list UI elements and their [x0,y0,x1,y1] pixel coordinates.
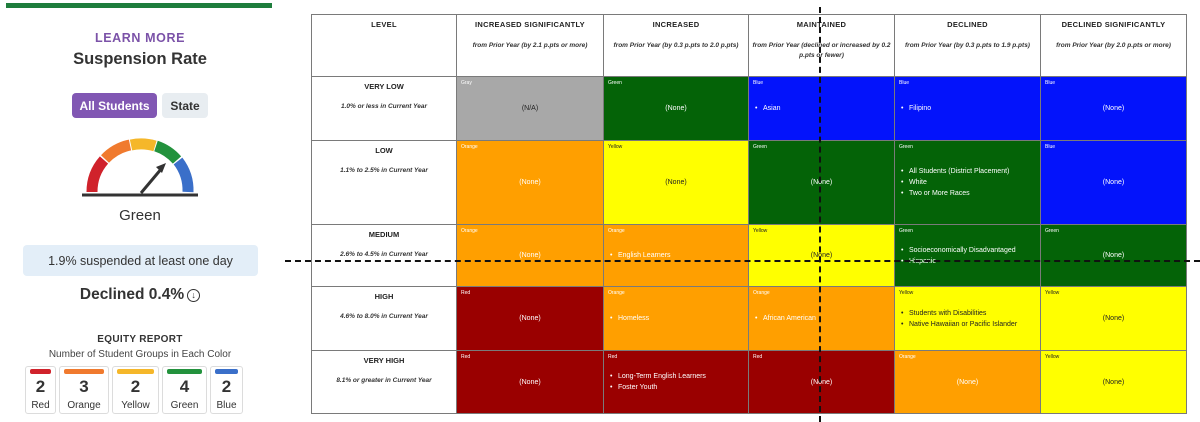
level-cell [312,225,457,287]
cell-color-name: Blue [753,80,764,86]
column-title: DECLINED SIGNIFICANTLY [1061,20,1166,29]
matrix-row [312,77,1187,141]
matrix-cell [749,351,895,414]
matrix-cell [1041,287,1187,351]
cell-color-name: Red [753,354,763,360]
level-range: 2.6% to 4.5% in Current Year [340,251,428,258]
cell-text: (None) [810,378,833,386]
cell-color-name: Green [753,144,767,150]
cell-text: (None) [1102,378,1125,386]
student-group-list [901,77,1036,140]
student-group-item: • Filipino [901,103,1036,114]
column-header [749,15,895,77]
matrix-row [312,225,1187,287]
column-subtitle: from Prior Year (declined or increased by 0.2 p.pts or fewer) [752,42,891,59]
summary-panel [0,0,280,422]
level-range: 4.6% to 8.0% in Current Year [340,313,428,320]
cell-text: (None) [665,105,687,112]
cell-color-name: Orange [461,228,478,234]
matrix-cell [749,287,895,351]
color-swatch [117,369,154,374]
cell-text: (None) [1102,179,1125,186]
level-cell [312,287,457,351]
column-subtitle: from Prior Year (by 0.3 p.pts to 2.0 p.pts) [613,42,739,49]
student-group-list [755,287,890,350]
change-value [0,286,280,304]
count-card-blue [210,366,243,414]
count-label: Blue [216,400,237,411]
student-group-item: • Two or More Races [901,188,1036,199]
cell-color-name: Orange [608,290,625,296]
crosshair-vertical [819,7,821,422]
cell-text: (N/A) [521,105,539,112]
matrix-cell [895,141,1041,225]
count-number: 3 [79,377,89,396]
matrix-cell [1041,141,1187,225]
state-toggle[interactable]: State [162,93,208,118]
level-range: 1.1% to 2.5% in Current Year [340,167,428,174]
matrix-cell [457,141,604,225]
learn-more-link[interactable]: LEARN MORE [94,31,186,45]
matrix-row [312,287,1187,351]
cell-color-name: Orange [899,354,916,360]
student-group-item: • Students with Disabilities [901,308,1036,319]
matrix-cell [604,351,749,414]
count-card-yellow [112,366,159,414]
matrix-cell [749,77,895,141]
gauge-icon [80,136,200,200]
student-group-item: • Native Hawaiian or Pacific Islander [901,319,1036,330]
cell-color-name: Yellow [1045,290,1060,296]
cell-text: (None) [956,378,979,386]
column-header [1041,15,1187,77]
cell-color-name: Blue [1045,80,1056,86]
cell-color-name: Green [899,144,913,150]
matrix-row [312,351,1187,414]
level-cell [312,141,457,225]
student-group-list [610,225,744,286]
cell-text: (None) [1102,105,1125,112]
level-name: MEDIUM [368,230,400,239]
count-label: Red [31,400,50,411]
status-color-bar [6,3,272,8]
level-name: VERY LOW [364,82,404,91]
column-title: DECLINED [947,20,988,29]
student-group-item: • English Learners [610,250,744,261]
matrix-cell [457,77,604,141]
column-title: LEVEL [371,20,397,29]
level-cell [312,351,457,414]
all-students-toggle[interactable]: All Students [72,93,157,118]
student-group-item: • Homeless [610,313,744,324]
cell-color-name: Red [608,354,618,360]
student-group-list [755,77,890,140]
column-header [312,15,457,77]
column-subtitle: from Prior Year (by 0.3 p.pts to 1.9 p.pts) [905,42,1030,49]
student-group-item: • White [901,177,1036,188]
student-group-item: • Foster Youth [610,382,744,393]
count-label: Orange [67,400,101,411]
cell-text: (None) [1102,315,1125,322]
count-card-orange [59,366,109,414]
header-row [312,15,1187,77]
matrix-cell [604,225,749,287]
student-group-item: • All Students (District Placement) [901,166,1036,177]
column-subtitle: from Prior Year (by 2.1 p.pts or more) [472,42,588,49]
cell-text: (None) [1102,252,1125,259]
student-group-list [901,141,1036,224]
performance-color-label: Green [119,207,161,224]
cell-color-name: Blue [899,80,910,86]
student-group-item: • Socioeconomically Disadvantaged [901,245,1036,256]
cell-text: (None) [810,179,833,186]
cell-color-name: Green [608,80,622,86]
student-group-list [901,225,1036,286]
matrix-cell [895,351,1041,414]
level-range: 8.1% or greater in Current Year [336,377,432,384]
student-group-item: • Asian [755,103,890,114]
count-number: 2 [130,377,141,396]
level-name: LOW [375,146,393,155]
count-label: Green [170,400,199,411]
crosshair-horizontal [285,260,1200,262]
change-text: Declined 0.4% [79,286,185,303]
cell-color-name: Orange [753,290,770,296]
color-counts [25,366,243,414]
cell-text: (None) [519,252,541,259]
arrow-down-circle-icon: ↓ [187,289,200,302]
matrix-cell [1041,225,1187,287]
cell-text: (None) [665,179,687,186]
level-name: VERY HIGH [363,356,405,365]
cell-color-name: Red [461,290,471,296]
cell-color-name: Blue [1045,144,1056,150]
cell-color-name: Yellow [753,228,768,234]
student-group-item: • Long-Term English Learners [610,371,744,382]
cell-text: (None) [519,378,541,386]
column-title: INCREASED [652,20,700,29]
column-header [604,15,749,77]
column-title: MAINTAINED [796,20,847,29]
matrix-cell [895,287,1041,351]
cell-color-name: Orange [461,144,478,150]
count-card-green [162,366,207,414]
cell-color-name: Yellow [1045,354,1060,360]
matrix-cell [604,141,749,225]
cell-color-name: Orange [608,228,625,234]
cell-color-name: Gray [461,80,472,86]
column-header [895,15,1041,77]
student-group-list [610,287,744,350]
level-name: HIGH [374,292,394,301]
matrix-cell [457,287,604,351]
count-number: 2 [221,377,232,396]
matrix-cell [604,287,749,351]
count-label: Yellow [121,400,150,411]
five-by-five-matrix [311,14,1187,414]
student-group-list [901,287,1036,350]
cell-text: (None) [810,252,833,259]
cell-color-name: Red [461,354,471,360]
color-swatch [30,369,51,374]
column-subtitle: from Prior Year (by 2.0 p.pts or more) [1056,42,1171,49]
suspension-stat: 1.9% suspended at least one day [23,245,258,276]
matrix-row [312,141,1187,225]
count-number: 2 [35,377,46,396]
cell-color-name: Green [1045,228,1059,234]
color-swatch [167,369,202,374]
matrix-cell [749,225,895,287]
indicator-title: Suspension Rate [73,50,207,68]
level-range: 1.0% or less in Current Year [341,103,427,110]
level-cell [312,77,457,141]
matrix-cell [604,77,749,141]
cell-text: (None) [519,315,541,322]
matrix-cell [895,77,1041,141]
matrix-cell [1041,351,1187,414]
cell-color-name: Yellow [608,144,623,150]
matrix-cell [895,225,1041,287]
cell-color-name: Green [899,228,913,234]
matrix-cell [749,141,895,225]
matrix-cell [457,351,604,414]
equity-report-title: EQUITY REPORT [97,334,183,345]
student-group-item: • African American [755,313,890,324]
cell-color-name: Yellow [899,290,914,296]
student-group-list [610,351,744,413]
equity-report-subtitle: Number of Student Groups in Each Color [48,349,232,360]
student-group-item: • Hispanic [901,256,1036,267]
color-swatch [64,369,104,374]
column-header [457,15,604,77]
matrix-cell [457,225,604,287]
count-number: 4 [179,377,190,396]
cell-text: (None) [519,179,541,186]
matrix-cell [1041,77,1187,141]
count-card-red [25,366,56,414]
color-swatch [215,369,238,374]
column-title: INCREASED SIGNIFICANTLY [475,20,585,29]
